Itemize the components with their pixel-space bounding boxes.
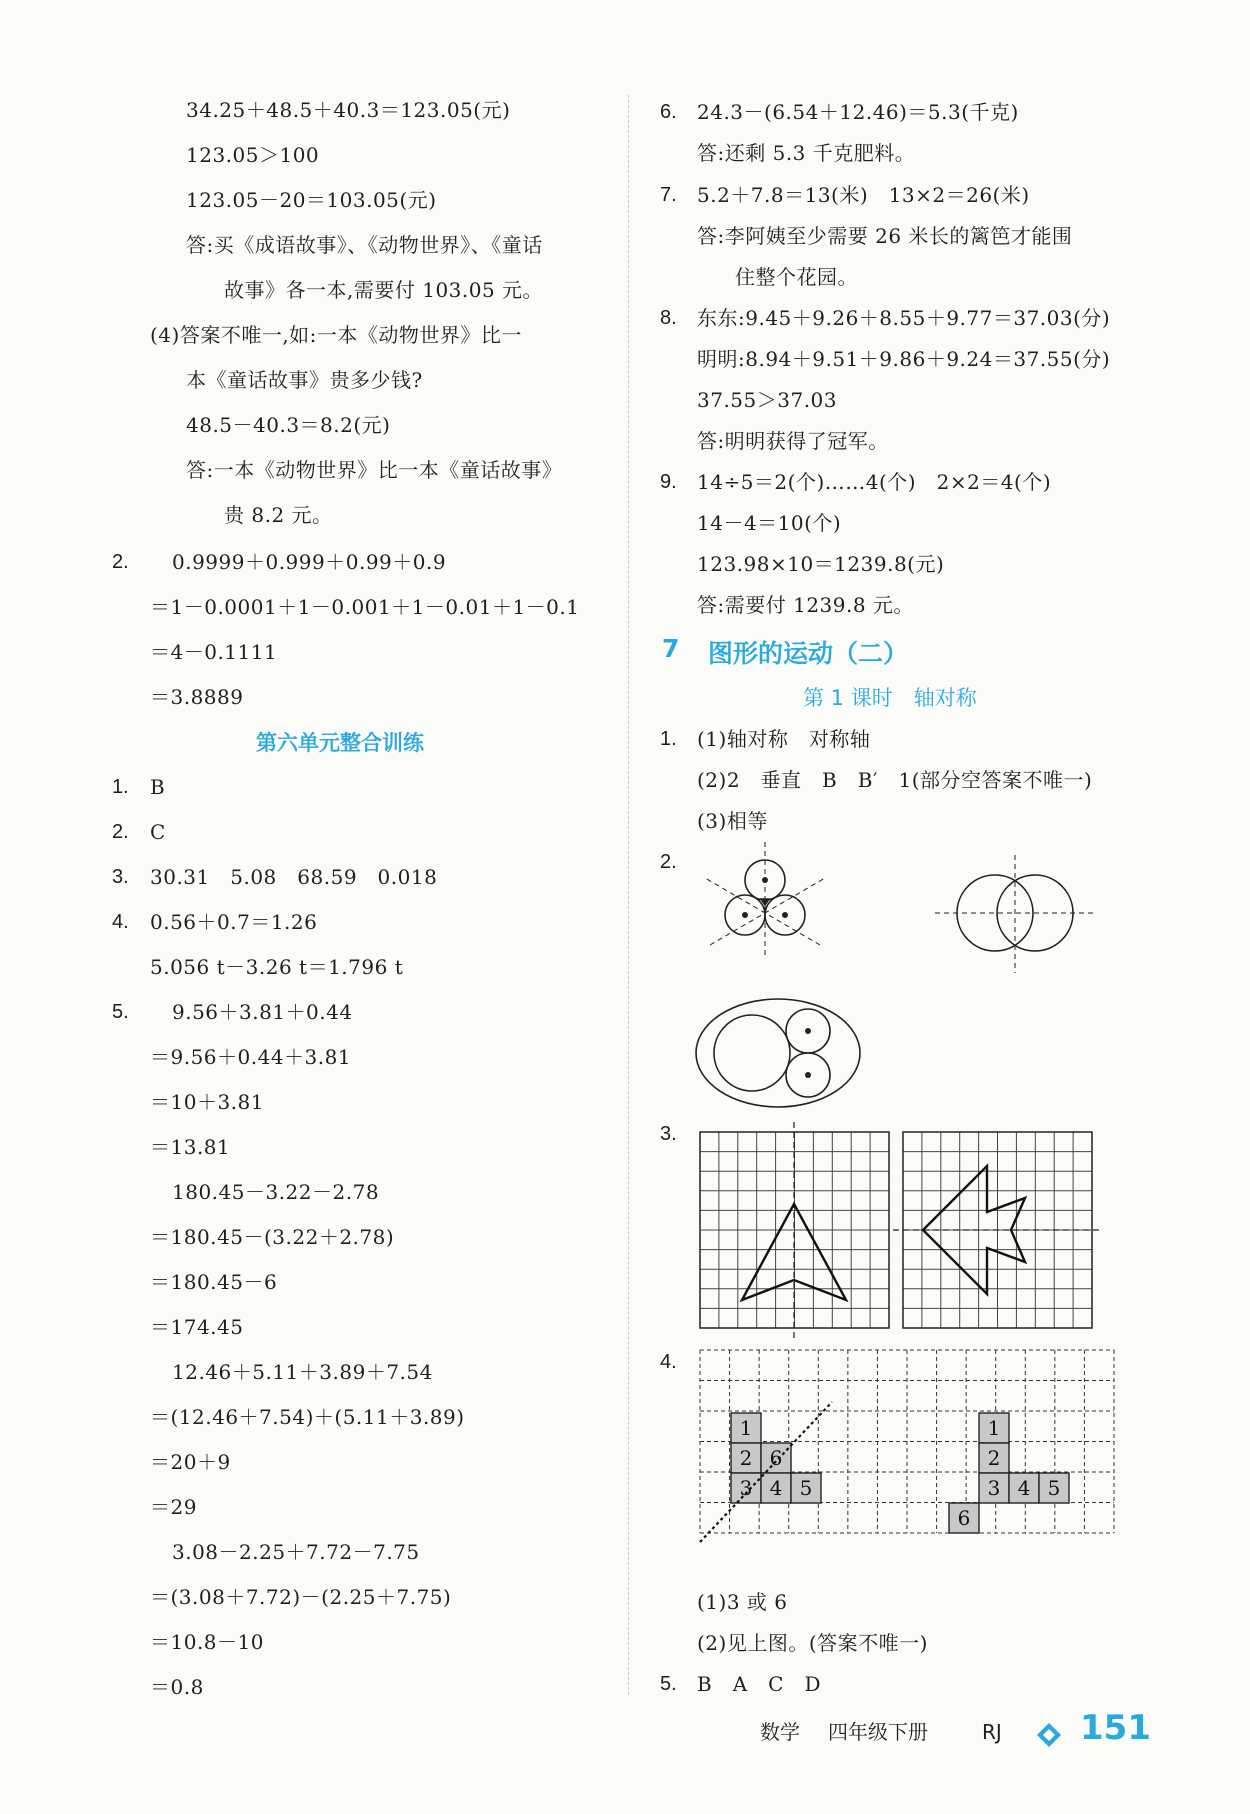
text-line: ＝1－0.0001＋1－0.001＋1－0.01＋1－0.1 (150, 595, 580, 619)
text-line: ＝13.81 (150, 1135, 231, 1159)
text-line: (4)答案不唯一,如:一本《动物世界》比一 (150, 323, 522, 347)
answer-text: 30.31 5.08 68.59 0.018 (150, 865, 438, 889)
text-line: 答:还剩 5.3 千克肥料。 (697, 141, 916, 165)
question-number: 5. (660, 1673, 677, 1695)
three-circles-figure (700, 850, 830, 970)
text-line: 24.3－(6.54＋12.46)＝5.3(千克) (697, 100, 1019, 124)
text-line: 123.05－20＝103.05(元) (186, 188, 437, 212)
text-line: 明明:8.94＋9.51＋9.86＋9.24＝37.55(分) (697, 347, 1111, 371)
question-number: 5. (112, 1001, 129, 1023)
text-line: 答:一本《动物世界》比一本《童话故事》 (186, 458, 563, 482)
page-number: 151 (1080, 1708, 1151, 1748)
answer-text: 0.56＋0.7＝1.26 (150, 910, 318, 934)
text-line: ＝20＋9 (150, 1450, 231, 1474)
text-line: 48.5－40.3＝8.2(元) (186, 413, 391, 437)
question-number: 4. (660, 1351, 677, 1373)
square-label: 3 (987, 1476, 1001, 1500)
square-label: 1 (739, 1416, 753, 1440)
text-line: 37.55＞37.03 (697, 388, 838, 412)
text-line: ＝(3.08＋7.72)－(2.25＋7.75) (150, 1585, 452, 1609)
grid-arrow-figure (700, 1132, 890, 1328)
text-line: ＝9.56＋0.44＋3.81 (150, 1045, 352, 1069)
square-label: 2 (987, 1446, 1001, 1470)
question-number: 2. (660, 851, 677, 873)
text-line: ＝10＋3.81 (150, 1090, 264, 1114)
diamond-icon (1036, 1722, 1062, 1748)
text-line: 3.08－2.25＋7.72－7.75 (172, 1540, 420, 1564)
footer-grade: 四年级下册 (828, 1720, 928, 1744)
section-title: 第六单元整合训练 (256, 731, 424, 755)
text-line: 住整个花园。 (735, 265, 858, 289)
square-label: 6 (957, 1506, 971, 1530)
lesson-title: 第 1 课时 轴对称 (803, 686, 977, 710)
text-line: 9.56＋3.81＋0.44 (172, 1000, 353, 1024)
text-line: 0.9999＋0.999＋0.99＋0.9 (172, 550, 447, 574)
text-line: (1)3 或 6 (697, 1590, 788, 1614)
answer-text: B (150, 775, 166, 799)
text-line: ＝174.45 (150, 1315, 244, 1339)
answer-text: 5.056 t－3.26 t＝1.796 t (150, 955, 404, 979)
square-label: 6 (769, 1446, 783, 1470)
text-line: 180.45－3.22－2.78 (172, 1180, 380, 1204)
question-number: 3. (660, 1123, 677, 1145)
question-number: 2. (112, 551, 129, 573)
text-line: ＝4－0.1111 (150, 640, 278, 664)
text-line: 答:明明获得了冠军。 (697, 429, 889, 453)
question-number: 2. (112, 821, 129, 843)
text-line: 12.46＋5.11＋3.89＋7.54 (172, 1360, 433, 1384)
question-number: 1. (660, 728, 677, 750)
text-line: 14÷5＝2(个)……4(个) 2×2＝4(个) (697, 470, 1052, 494)
text-line: 贵 8.2 元。 (224, 503, 333, 527)
column-divider (628, 95, 629, 1695)
answer-text: B A C D (697, 1672, 821, 1696)
question-number: 7. (660, 184, 677, 206)
square-label: 3 (739, 1476, 753, 1500)
text-line: 14－4＝10(个) (697, 511, 842, 535)
chapter-number: 7 (662, 634, 680, 663)
text-line: 34.25＋48.5＋40.3＝123.05(元) (186, 98, 511, 122)
question-number: 6. (660, 101, 677, 123)
square-label: 1 (987, 1416, 1001, 1440)
ellipse-circles-figure (694, 995, 864, 1115)
footer-subject: 数学 (760, 1720, 800, 1744)
chapter-title: 图形的运动（二） (708, 639, 909, 668)
question-number: 1. (112, 776, 129, 798)
text-line: ＝(12.46＋7.54)＋(5.11＋3.89) (150, 1405, 465, 1429)
text-line: (2)2 垂直 B B′ 1(部分空答案不唯一) (697, 768, 1093, 792)
text-line: ＝180.45－(3.22＋2.78) (150, 1225, 395, 1249)
question-number: 9. (660, 471, 677, 493)
question-number: 8. (660, 307, 677, 329)
text-line: 东东:9.45＋9.26＋8.55＋9.77＝37.03(分) (697, 306, 1111, 330)
square-label: 4 (769, 1476, 783, 1500)
square-label: 4 (1017, 1476, 1031, 1500)
text-line: 123.05＞100 (186, 143, 320, 167)
text-line: 123.98×10＝1239.8(元) (697, 552, 945, 576)
text-line: 答:李阿姨至少需要 26 米长的篱笆才能围 (697, 224, 1073, 248)
square-label: 5 (1047, 1476, 1061, 1500)
overlapping-circles-figure (935, 855, 1095, 975)
text-line: ＝3.8889 (150, 685, 244, 709)
text-line: 答:买《成语故事》、《动物世界》、《童话 (186, 233, 543, 257)
question-number: 3. (112, 866, 129, 888)
grid-star-figure (903, 1132, 1093, 1328)
text-line: 答:需要付 1239.8 元。 (697, 593, 914, 617)
text-line: ＝10.8－10 (150, 1630, 264, 1654)
text-line: 本《童话故事》贵多少钱? (186, 368, 423, 392)
text-line: (1)轴对称 对称轴 (697, 727, 871, 751)
text-line: (3)相等 (697, 809, 768, 833)
square-label: 5 (799, 1476, 813, 1500)
answer-text: C (150, 820, 166, 844)
question-number: 4. (112, 911, 129, 933)
text-line: ＝0.8 (150, 1675, 204, 1699)
text-line: (2)见上图。(答案不唯一) (697, 1631, 928, 1655)
numbered-squares-grid (700, 1350, 1114, 1542)
text-line: ＝180.45－6 (150, 1270, 278, 1294)
square-label: 2 (739, 1446, 753, 1470)
text-line: ＝29 (150, 1495, 197, 1519)
text-line: 5.2＋7.8＝13(米) 13×2＝26(米) (697, 183, 1030, 207)
footer-edition: RJ (982, 1720, 1002, 1744)
text-line: 故事》各一本,需要付 103.05 元。 (224, 278, 544, 302)
